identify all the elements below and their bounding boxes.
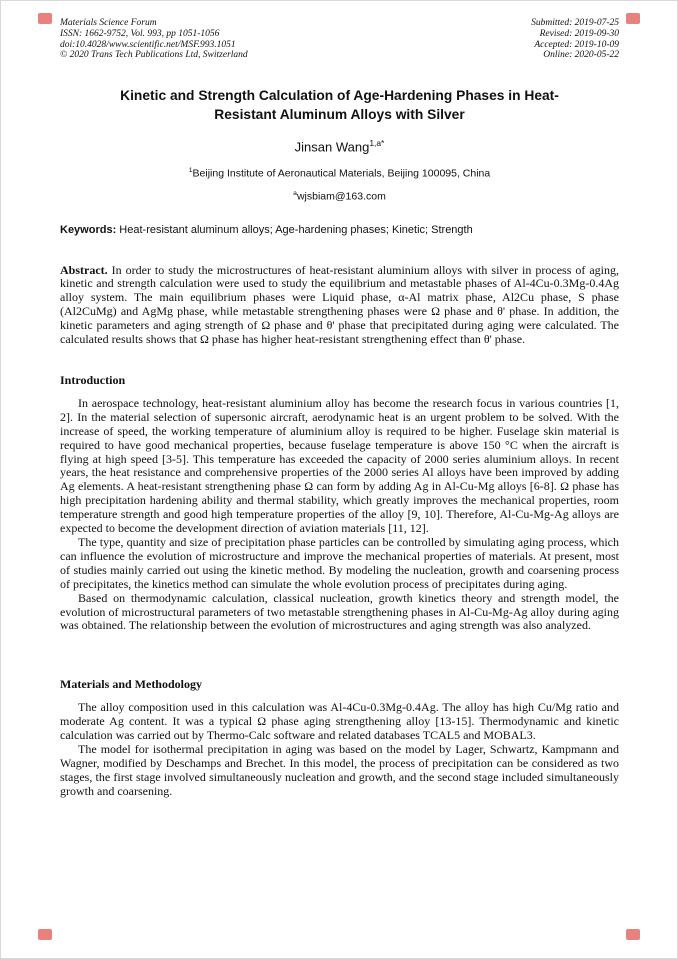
keywords-label: Keywords:	[60, 223, 117, 236]
abstract-label: Abstract.	[60, 262, 108, 277]
author-name: Jinsan Wang	[294, 139, 370, 155]
journal-issn-volume: ISSN: 1662-9752, Vol. 993, pp 1051-1056	[60, 28, 220, 39]
materials-paragraph-1: The alloy composition used in this calculation was Al-4Cu-0.3Mg-0.4Ag. The alloy has high Cu/Mg ratio and moderate Ag content. It was a typical Ω phase aging strengthening alloy [13-15]. Thermodynamic and kinetic calculation was carried out by Thermo-Calc software and related databases TCAL5 and MOBAL3.	[60, 700, 619, 743]
email-superscript: a	[293, 190, 297, 198]
journal-info	[60, 18, 248, 61]
abstract-text: In order to study the microstructures of heat-resistant aluminium alloys with silver in process of aging, kinetic and strength calculation were used to study the equilibrium and metastable phases of Al-4Cu-0.3Mg-0.4Ag alloy system. The main equilibrium phases were Liquid phase, α-Al matrix phase, Al2Cu phase, S phase (Al2CuMg) and AgMg phase, while metastable strengthening phases were Ω phase and θ' phase. In addition, the kinetic parameters and aging strength of Ω phase and θ' phase that precipitated during aging were calculated. The calculated results shows that Ω phase has higher heat-resistant strengthening effect than θ' phase.	[60, 262, 619, 347]
materials-paragraph-2: The model for isothermal precipitation in aging was based on the model by Lager, Schwartz, Kampmann and Wagner, modified by Deschamps and Brechet. In this model, the process of precipitation can be considered as two stages, the first stage involved simultaneously nucleation and growth, and the second stage included simultaneously growth and coarsening.	[60, 742, 619, 798]
author-superscript: 1,a*	[369, 138, 385, 149]
date-submitted: Submitted: 2019-07-25	[531, 18, 619, 28]
corner-marker-top-right	[626, 13, 640, 24]
journal-header	[60, 18, 619, 61]
email-address: wjsbiam@163.com	[296, 190, 386, 203]
corner-marker-bottom-right	[626, 929, 640, 940]
journal-name: Materials Science Forum	[60, 18, 157, 28]
introduction-paragraph-3: Based on thermodynamic calculation, classical nucleation, growth kinetics theory and strength model, the evolution of microstructural parameters of two metastable strengthening phases in Al-Cu-Mg-Ag alloy during aging was obtained. The relationship between the evolution of microstructures and aging strength was also analyzed.	[60, 590, 619, 633]
submission-dates	[531, 18, 619, 61]
date-online: Online: 2020-05-22	[543, 50, 619, 61]
introduction-paragraph-2: The type, quantity and size of precipitation phase particles can be controlled by simulating aging process, which can influence the evolution of microstructure and improve the mechanical properties of materials. At present, most of studies mainly carried out using the kinetic method. By modeling the nucleation, growth and coarsening process of precipitates, the kinetics method can simulate the whole evolution process of precipitates during aging.	[60, 535, 619, 591]
section-materials-methodology	[60, 677, 619, 798]
materials-methodology-heading: Materials and Methodology	[60, 677, 202, 692]
email-line	[60, 190, 619, 203]
journal-copyright: © 2020 Trans Tech Publications Ltd, Switzerland	[60, 50, 248, 61]
introduction-heading: Introduction	[60, 372, 126, 387]
corner-marker-top-left	[38, 13, 52, 24]
affiliation-text: Beijing Institute of Aeronautical Materials, Beijing 100095, China	[192, 167, 491, 180]
keywords-text: Heat-resistant aluminum alloys; Age-hardening phases; Kinetic; Strength	[116, 223, 473, 236]
journal-doi: doi:10.4028/www.scientific.net/MSF.993.1051	[60, 39, 236, 50]
keywords-line	[60, 224, 619, 236]
affiliation-line	[60, 167, 619, 180]
date-accepted: Accepted: 2019-10-09	[534, 39, 619, 50]
section-introduction	[60, 373, 619, 633]
abstract-paragraph	[60, 264, 619, 347]
paper-title: Kinetic and Strength Calculation of Age-Hardening Phases in Heat-Resistant Aluminum Alloys with Silver	[120, 88, 559, 122]
corner-marker-bottom-left	[38, 929, 52, 940]
introduction-paragraph-1: In aerospace technology, heat-resistant aluminium alloy has become the research focus in various countries [1, 2]. In the material selection of supersonic aircraft, aerodynamic heat is an urgent problem to be solved. With the increase of speed, the working temperature of aluminium alloy is required to be higher. Fuselage skin material is required to have good mechanical properties, because fuselage temperature is above 150 °C when the aircraft is flying at high speed [3-5]. This temperature has exceeded the capacity of 2000 series aluminium alloys. In recent years, the heat resistance and comprehensive properties of the 2000 series Al alloys have been improved by adding Ag elements. A heat-resistant strengthening phase Ω can form by adding Ag in Al-Cu-Mg alloys [6-8]. Ω phase has high precipitation hardening ability and thermal stability, which greatly improves the mechanical properties, room temperature strength and good high temperature properties of the alloy [9, 10]. Therefore, Al-Cu-Mg-Ag alloys are expected to become the development direction of aviation materials [11, 12].	[60, 395, 619, 536]
date-revised: Revised: 2019-09-30	[539, 28, 619, 39]
affiliation-superscript: 1	[188, 166, 193, 174]
author-line	[60, 138, 619, 154]
